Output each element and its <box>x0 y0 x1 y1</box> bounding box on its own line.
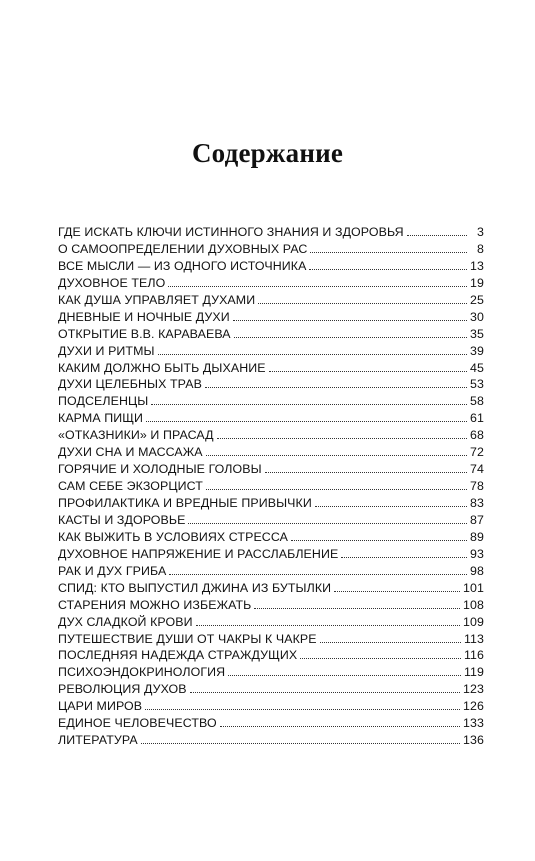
toc-entry <box>58 344 484 361</box>
toc-entry-title: ДУХИ ЦЕЛЕБНЫХ ТРАВ <box>58 377 202 392</box>
toc-dot-leader <box>146 421 467 422</box>
toc-entry-title: ЛИТЕРАТУРА <box>58 733 138 748</box>
toc-entry-title: КАК ВЫЖИТЬ В УСЛОВИЯХ СТРЕССА <box>58 529 288 544</box>
toc-dot-leader <box>341 557 467 558</box>
toc-entry-page-number: 61 <box>470 411 484 426</box>
toc-entry-title: КАРМА ПИЩИ <box>58 411 143 426</box>
toc-entry-title: О САМООПРЕДЕЛЕНИИ ДУХОВНЫХ РАС <box>58 241 308 256</box>
toc-entry-page-number: 68 <box>470 428 484 443</box>
toc-entry-page-number: 78 <box>470 479 484 494</box>
table-of-contents <box>58 225 484 750</box>
toc-entry-page-number: 58 <box>470 394 484 409</box>
toc-entry-page-number: 45 <box>470 360 484 375</box>
toc-dot-leader <box>334 591 460 592</box>
toc-entry <box>58 327 484 344</box>
toc-entry-page-number: 74 <box>470 462 484 477</box>
toc-entry-title: СТАРЕНИЯ МОЖНО ИЗБЕЖАТЬ <box>58 597 252 612</box>
toc-entry-title: ДНЕВНЫЕ И НОЧНЫЕ ДУХИ <box>58 309 230 324</box>
toc-dot-leader <box>206 489 467 490</box>
toc-entry-title: ВСЕ МЫСЛИ — ИЗ ОДНОГО ИСТОЧНИКА <box>58 258 307 273</box>
toc-dot-leader <box>141 743 460 744</box>
toc-entry <box>58 615 484 632</box>
toc-dot-leader <box>206 455 467 456</box>
toc-entry <box>58 242 484 259</box>
toc-dot-leader <box>300 658 461 659</box>
toc-dot-leader <box>220 726 460 727</box>
toc-entry-page-number: 25 <box>470 292 484 307</box>
toc-entry <box>58 716 484 733</box>
toc-entry-title: САМ СЕБЕ ЭКЗОРЦИСТ <box>58 479 203 494</box>
toc-entry-page-number: 98 <box>470 563 484 578</box>
toc-dot-leader <box>320 642 461 643</box>
toc-dot-leader <box>168 286 467 287</box>
toc-dot-leader <box>234 337 467 338</box>
toc-entry-title: ПУТЕШЕСТВИЕ ДУШИ ОТ ЧАКРЫ К ЧАКРЕ <box>58 631 317 646</box>
toc-entry <box>58 276 484 293</box>
toc-entry-title: КАК ДУША УПРАВЛЯЕТ ДУХАМИ <box>58 292 256 307</box>
toc-entry-page-number: 83 <box>470 496 484 510</box>
toc-entry-page-number: 101 <box>463 580 484 595</box>
toc-entry-page-number: 89 <box>470 529 484 544</box>
toc-entry <box>58 411 484 428</box>
toc-entry-page-number: 39 <box>470 343 484 358</box>
toc-entry <box>58 648 484 665</box>
toc-dot-leader <box>269 371 467 372</box>
toc-dot-leader <box>258 303 467 304</box>
toc-entry <box>58 225 484 242</box>
toc-dot-leader <box>196 625 460 626</box>
page-title: Содержание <box>191 138 344 168</box>
toc-dot-leader <box>315 506 467 507</box>
toc-entry <box>58 259 484 276</box>
toc-dot-leader <box>145 709 460 710</box>
toc-entry <box>58 733 484 750</box>
toc-entry-title: КАСТЫ И ЗДОРОВЬЕ <box>58 512 186 527</box>
toc-dot-leader <box>310 252 467 253</box>
toc-entry-page-number: 113 <box>463 631 484 646</box>
toc-dot-leader <box>190 692 460 693</box>
toc-entry-page-number: 108 <box>463 597 484 612</box>
toc-entry-title: ДУХИ СНА И МАССАЖА <box>58 445 203 460</box>
toc-entry-page-number: 8 <box>477 241 484 256</box>
toc-entry-title: ПСИХОЭНДОКРИНОЛОГИЯ <box>58 665 226 680</box>
toc-dot-leader <box>205 387 467 388</box>
toc-entry <box>58 699 484 716</box>
toc-entry-page-number: 119 <box>463 665 484 680</box>
toc-entry <box>58 310 484 327</box>
toc-entry-title: ГОРЯЧИЕ И ХОЛОДНЫЕ ГОЛОВЫ <box>58 462 262 477</box>
toc-dot-leader <box>169 574 467 575</box>
toc-entry <box>58 564 484 581</box>
toc-entry-title: ГДЕ ИСКАТЬ КЛЮЧИ ИСТИННОГО ЗНАНИЯ И ЗДОРОВЬЯ <box>58 225 404 239</box>
toc-dot-leader <box>158 354 467 355</box>
toc-entry <box>58 394 484 411</box>
toc-entry-title: ДУХ СЛАДКОЙ КРОВИ <box>58 614 193 629</box>
toc-entry-page-number: 35 <box>470 326 484 341</box>
toc-entry-page-number: 109 <box>463 614 484 629</box>
toc-entry-title: ДУХИ И РИТМЫ <box>58 343 155 358</box>
toc-dot-leader <box>265 472 467 473</box>
toc-entry-title: ЕДИНОЕ ЧЕЛОВЕЧЕСТВО <box>58 716 217 731</box>
toc-entry-page-number: 126 <box>463 699 484 714</box>
toc-dot-leader <box>217 438 467 439</box>
toc-entry <box>58 530 484 547</box>
toc-entry <box>58 428 484 445</box>
toc-entry-title: ПОДСЕЛЕНЦЫ <box>58 394 149 409</box>
toc-dot-leader <box>188 523 467 524</box>
toc-entry-page-number: 123 <box>463 682 484 697</box>
toc-dot-leader <box>233 320 467 321</box>
toc-entry <box>58 293 484 310</box>
toc-entry-title: ЦАРИ МИРОВ <box>58 699 143 714</box>
toc-entry-page-number: 72 <box>470 445 484 460</box>
toc-entry <box>58 665 484 682</box>
toc-entry-title: «ОТКАЗНИКИ» И ПРАСАД <box>58 428 214 443</box>
toc-entry <box>58 462 484 479</box>
toc-entry-title: ДУХОВНОЕ НАПРЯЖЕНИЕ И РАССЛАБЛЕНИЕ <box>58 546 339 561</box>
toc-dot-leader <box>254 608 460 609</box>
toc-dot-leader <box>151 404 467 405</box>
toc-entry <box>58 513 484 530</box>
toc-entry-page-number: 3 <box>477 225 484 239</box>
toc-entry <box>58 581 484 598</box>
toc-dot-leader <box>291 540 467 541</box>
toc-dot-leader <box>407 235 467 236</box>
toc-entry-page-number: 87 <box>470 512 484 527</box>
toc-entry-title: ПРОФИЛАКТИКА И ВРЕДНЫЕ ПРИВЫЧКИ <box>58 496 312 510</box>
toc-entry <box>58 445 484 462</box>
toc-entry <box>58 547 484 564</box>
toc-entry <box>58 377 484 394</box>
toc-entry <box>58 598 484 615</box>
toc-entry-page-number: 30 <box>470 309 484 324</box>
toc-entry-title: РЕВОЛЮЦИЯ ДУХОВ <box>58 682 187 697</box>
toc-entry-page-number: 116 <box>463 648 484 663</box>
toc-entry-title: КАКИМ ДОЛЖНО БЫТЬ ДЫХАНИЕ <box>58 360 266 375</box>
toc-entry-title: ОТКРЫТИЕ В.В. КАРАВАЕВА <box>58 326 231 341</box>
toc-entry-page-number: 53 <box>470 377 484 392</box>
toc-dot-leader <box>228 675 461 676</box>
toc-entry-page-number: 13 <box>470 258 484 273</box>
toc-entry-title: СПИД: КТО ВЫПУСТИЛ ДЖИНА ИЗ БУТЫЛКИ <box>58 580 332 595</box>
toc-entry <box>58 361 484 378</box>
toc-entry-title: ПОСЛЕДНЯЯ НАДЕЖДА СТРАЖДУЩИХ <box>58 648 298 663</box>
toc-entry-page-number: 19 <box>470 275 484 290</box>
toc-entry <box>58 682 484 699</box>
toc-entry-page-number: 93 <box>470 546 484 561</box>
toc-entry-page-number: 136 <box>463 733 484 748</box>
toc-entry-title: ДУХОВНОЕ ТЕЛО <box>58 275 166 290</box>
toc-entry-page-number: 133 <box>463 716 484 731</box>
toc-dot-leader <box>309 269 467 270</box>
toc-entry-title: РАК И ДУХ ГРИБА <box>58 563 167 578</box>
toc-entry <box>58 479 484 496</box>
toc-entry <box>58 632 484 649</box>
toc-entry <box>58 496 484 513</box>
